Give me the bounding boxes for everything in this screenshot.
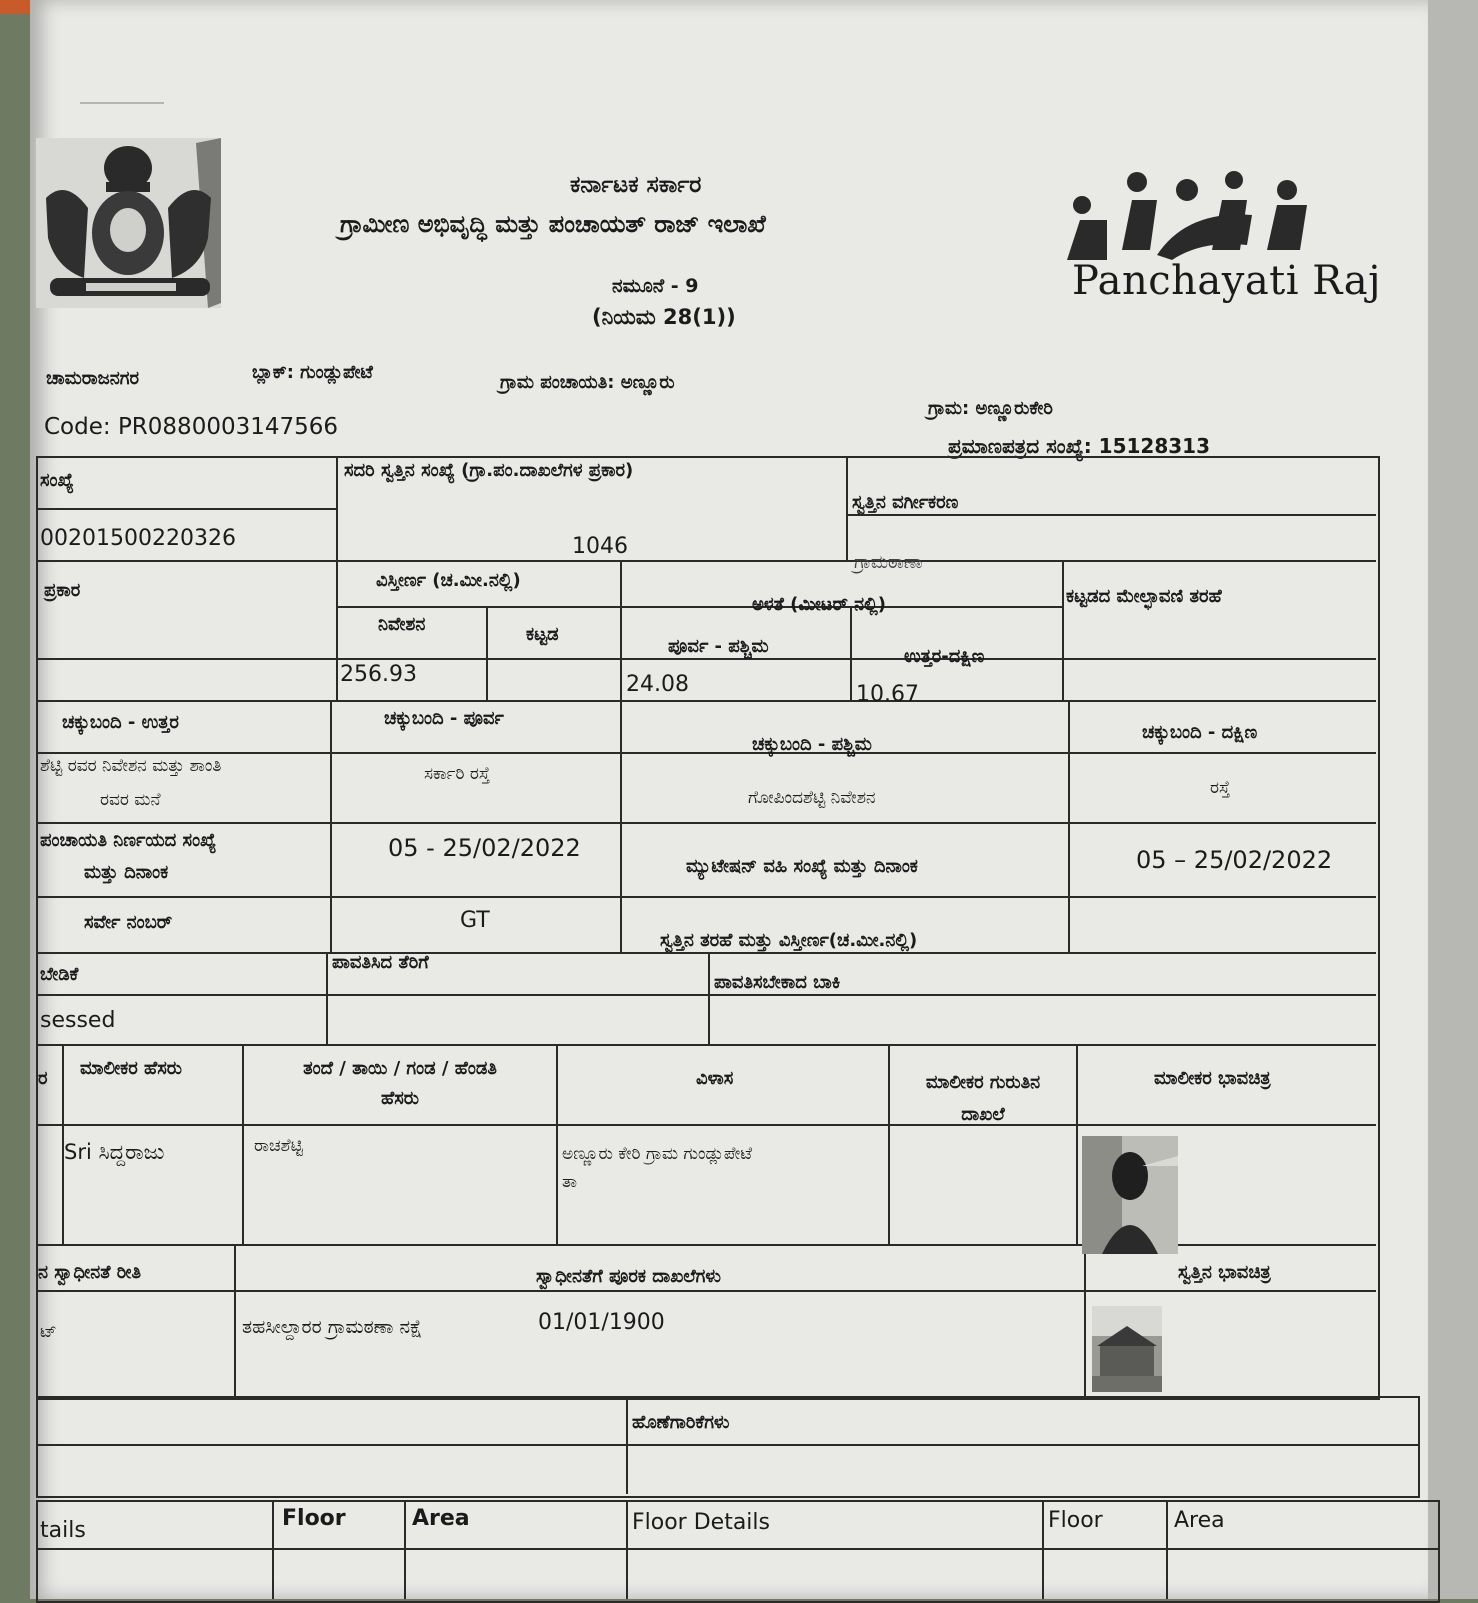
possession-mode-label: ನ ಸ್ವಾಧೀನತೆ ರೀತಿ xyxy=(38,1262,141,1283)
government-title: ಕರ್ನಾಟಕ ಸರ್ಕಾರ xyxy=(570,172,702,198)
boundary-east-label: ಚಕ್ಕುಬಂದಿ - ಪೂರ್ವ xyxy=(384,708,504,729)
east-west-value: 24.08 xyxy=(626,672,689,697)
gram-panchayat: ಗ್ರಾಮ ಪಂಚಾಯತಿ: ಅಣ್ಣೂರು xyxy=(500,372,675,393)
classification-value: ಗ್ರಾಮಠಾಣಾ xyxy=(854,552,923,573)
roof-type-label: ಕಟ್ಟಡದ ಮೇಲ್ಛಾವಣಿ ತರಹೆ xyxy=(1066,586,1222,607)
mutation-value: 05 – 25/02/2022 xyxy=(1136,846,1333,874)
panchayati-raj-logo-icon xyxy=(1062,170,1312,260)
property-id-value: 00201500220326 xyxy=(40,526,236,551)
site-area-value: 256.93 xyxy=(340,662,417,687)
boundary-west-value: ಗೋಪಿಂದಶೆಟ್ಟಿ ನಿವೇಶನ xyxy=(748,788,876,808)
boundary-north-value-2: ರವರ ಮನೆ xyxy=(100,790,161,810)
survey-number-value: GT xyxy=(460,908,490,933)
district: ಚಾಮರಾಜನಗರ xyxy=(46,368,140,389)
owner-photo xyxy=(1082,1136,1178,1254)
owner-serial-label: ರ xyxy=(38,1068,48,1089)
liabilities-label: ಹೊಣೆಗಾರಿಕೆಗಳು xyxy=(632,1412,730,1433)
property-id-label: ಸಂಖ್ಯೆ xyxy=(40,470,74,491)
building-label: ಕಟ್ಟಡ xyxy=(526,624,559,645)
floor-details-right-label: Floor Details xyxy=(632,1510,770,1535)
karnataka-emblem-icon xyxy=(36,138,221,308)
boundary-west-label: ಚಕ್ಕುಬಂದಿ - ಪಶ್ಚಿಮ xyxy=(752,734,872,755)
boundary-south-value: ರಸ್ತೆ xyxy=(1210,778,1231,798)
relation-label-1: ತಂದೆ / ತಾಯಿ / ಗಂಡ / ಹೆಂಡತಿ xyxy=(303,1058,497,1079)
possession-mode-value: ಟ್ xyxy=(40,1322,57,1342)
asset-number-value: 1046 xyxy=(572,534,628,559)
resolution-value: 05 - 25/02/2022 xyxy=(388,834,581,862)
mutation-label: ಮ್ಯುಟೇಷನ್ ವಹಿ ಸಂಖ್ಯೆ ಮತ್ತು ದಿನಾಂಕ xyxy=(686,856,918,877)
north-south-label: ಉತ್ತರ-ದಕ್ಷಿಣ xyxy=(904,646,985,667)
owner-photo-label: ಮಾಲೀಕರ ಭಾವಚಿತ್ರ xyxy=(1154,1068,1271,1089)
id-document-label-1: ಮಾಲೀಕರ ಗುರುತಿನ xyxy=(925,1072,1041,1093)
area-label: ವಿಸ್ತೀರ್ಣ (ಚ.ಮೀ.ನಲ್ಲಿ) xyxy=(376,570,521,591)
adjacent-page xyxy=(1428,0,1478,1599)
panchayati-raj-text: Panchayati Raj xyxy=(1072,258,1382,304)
site-label: ನಿವೇಶನ xyxy=(378,614,426,635)
north-south-value: 10.67 xyxy=(856,682,919,707)
paid-tax-label: ಪಾವತಿಸಿದ ತೆರಿಗೆ xyxy=(332,952,429,973)
asset-number-label: ಸದರಿ ಸ್ವತ್ತಿನ ಸಂಖ್ಯೆ (ಗ್ರಾ.ಪಂ.ದಾಖಲೆಗಳ ಪ್ರಕಾರ) xyxy=(344,460,634,481)
department-title: ಗ್ರಾಮೀಣ ಅಭಿವೃದ್ಧಿ ಮತ್ತು ಪಂಚಾಯತ್ ರಾಜ್ ಇಲಾಖೆ xyxy=(340,210,766,238)
property-code: Code: PR0880003147566 xyxy=(44,414,339,440)
village: ಗ್ರಾಮ: ಅಣ್ಣೂರುಕೇರಿ xyxy=(928,398,1053,419)
possession-docs-date: 01/01/1900 xyxy=(538,1310,665,1335)
owner-name-value: Sri ಸಿದ್ದರಾಜು xyxy=(64,1140,165,1164)
rule-number: (ನಿಯಮ 28(1)) xyxy=(592,305,736,329)
east-west-label: ಪೂರ್ವ - ಪಶ್ಚಿಮ xyxy=(668,636,769,657)
floor-right-label: Floor xyxy=(1048,1508,1103,1533)
area-left-label: Area xyxy=(412,1506,470,1531)
address-value-1: ಅಣ್ಣೂರು ಕೇರಿ ಗ್ರಾಮ ಗುಂಡ್ಲುಪೇಟೆ xyxy=(562,1144,753,1164)
balance-label: ಪಾವತಿಸಬೇಕಾದ ಬಾಕಿ xyxy=(714,972,841,993)
boundary-north-label: ಚಕ್ಕುಬಂದಿ - ಉತ್ತರ xyxy=(62,712,179,733)
boundary-east-value: ಸರ್ಕಾರಿ ರಸ್ತೆ xyxy=(424,764,491,784)
id-document-label-2: ದಾಖಲೆ xyxy=(961,1104,1005,1125)
owner-name-label: ಮಾಲೀಕರ ಹೆಸರು xyxy=(80,1058,183,1079)
floor-left-label: Floor xyxy=(282,1506,346,1531)
survey-number-label: ಸರ್ವೇ ನಂಬರ್ xyxy=(84,912,173,933)
relation-value: ರಾಚಶೆಟ್ಟಿ xyxy=(254,1136,303,1156)
boundary-north-value-1: ಶೆಟ್ಟಿ ರವರ ನಿವೇಶನ ಮತ್ತು ಶಾಂತಿ xyxy=(40,756,222,776)
dimension-label: ಅಳತೆ (ಮೀಟರ್ ನಲ್ಲಿ) xyxy=(752,594,886,615)
asset-photo-label: ಸ್ವತ್ತಿನ ಭಾವಚಿತ್ರ xyxy=(1178,1262,1271,1283)
area-right-label: Area xyxy=(1174,1508,1225,1533)
relation-label-2: ಹೆಸರು xyxy=(381,1088,419,1109)
classification-label: ಸ್ವತ್ತಿನ ವರ್ಗೀಕರಣ xyxy=(852,492,959,513)
demand-label: ಬೇಡಿಕೆ xyxy=(40,964,79,985)
assessed-label: sessed xyxy=(40,1008,116,1033)
resolution-label-1: ಪಂಚಾಯತಿ ನಿರ್ಣಯದ ಸಂಖ್ಯೆ xyxy=(40,830,217,851)
resolution-label-2: ಮತ್ತು ದಿನಾಂಕ xyxy=(84,862,169,883)
possession-docs-label: ಸ್ವಾಧೀನತೆಗೆ ಪೂರಕ ದಾಖಲೆಗಳು xyxy=(536,1266,721,1287)
property-photo xyxy=(1092,1306,1162,1392)
boundary-south-label: ಚಕ್ಕುಬಂದಿ - ದಕ್ಷಿಣ xyxy=(1142,722,1258,743)
possession-docs-value: ತಹಸೀಲ್ದಾರರ ಗ್ರಾಮಠಣಾ ನಕ್ಷೆ xyxy=(242,1316,423,1338)
address-value-2: ತಾ xyxy=(562,1172,578,1192)
property-type-label: ಪ್ರಕಾರ xyxy=(44,580,81,601)
form-number: ನಮೂನೆ - 9 xyxy=(612,275,699,297)
certificate-number: ಪ್ರಮಾಣಪತ್ರದ ಸಂಖ್ಯೆ: 15128313 xyxy=(948,434,1210,458)
floor-details-left-label: tails xyxy=(40,1518,86,1543)
paper-mark xyxy=(80,102,164,104)
taluk: ಬ್ಲಾಕ್: ಗುಂಡ್ಲುಪೇಟೆ xyxy=(252,362,373,383)
property-nature-label: ಸ್ವತ್ತಿನ ತರಹೆ ಮತ್ತು ವಿಸ್ತೀರ್ಣ(ಚ.ಮೀ.ನಲ್ಲಿ) xyxy=(660,930,918,951)
address-label: ವಿಳಾಸ xyxy=(696,1068,734,1089)
